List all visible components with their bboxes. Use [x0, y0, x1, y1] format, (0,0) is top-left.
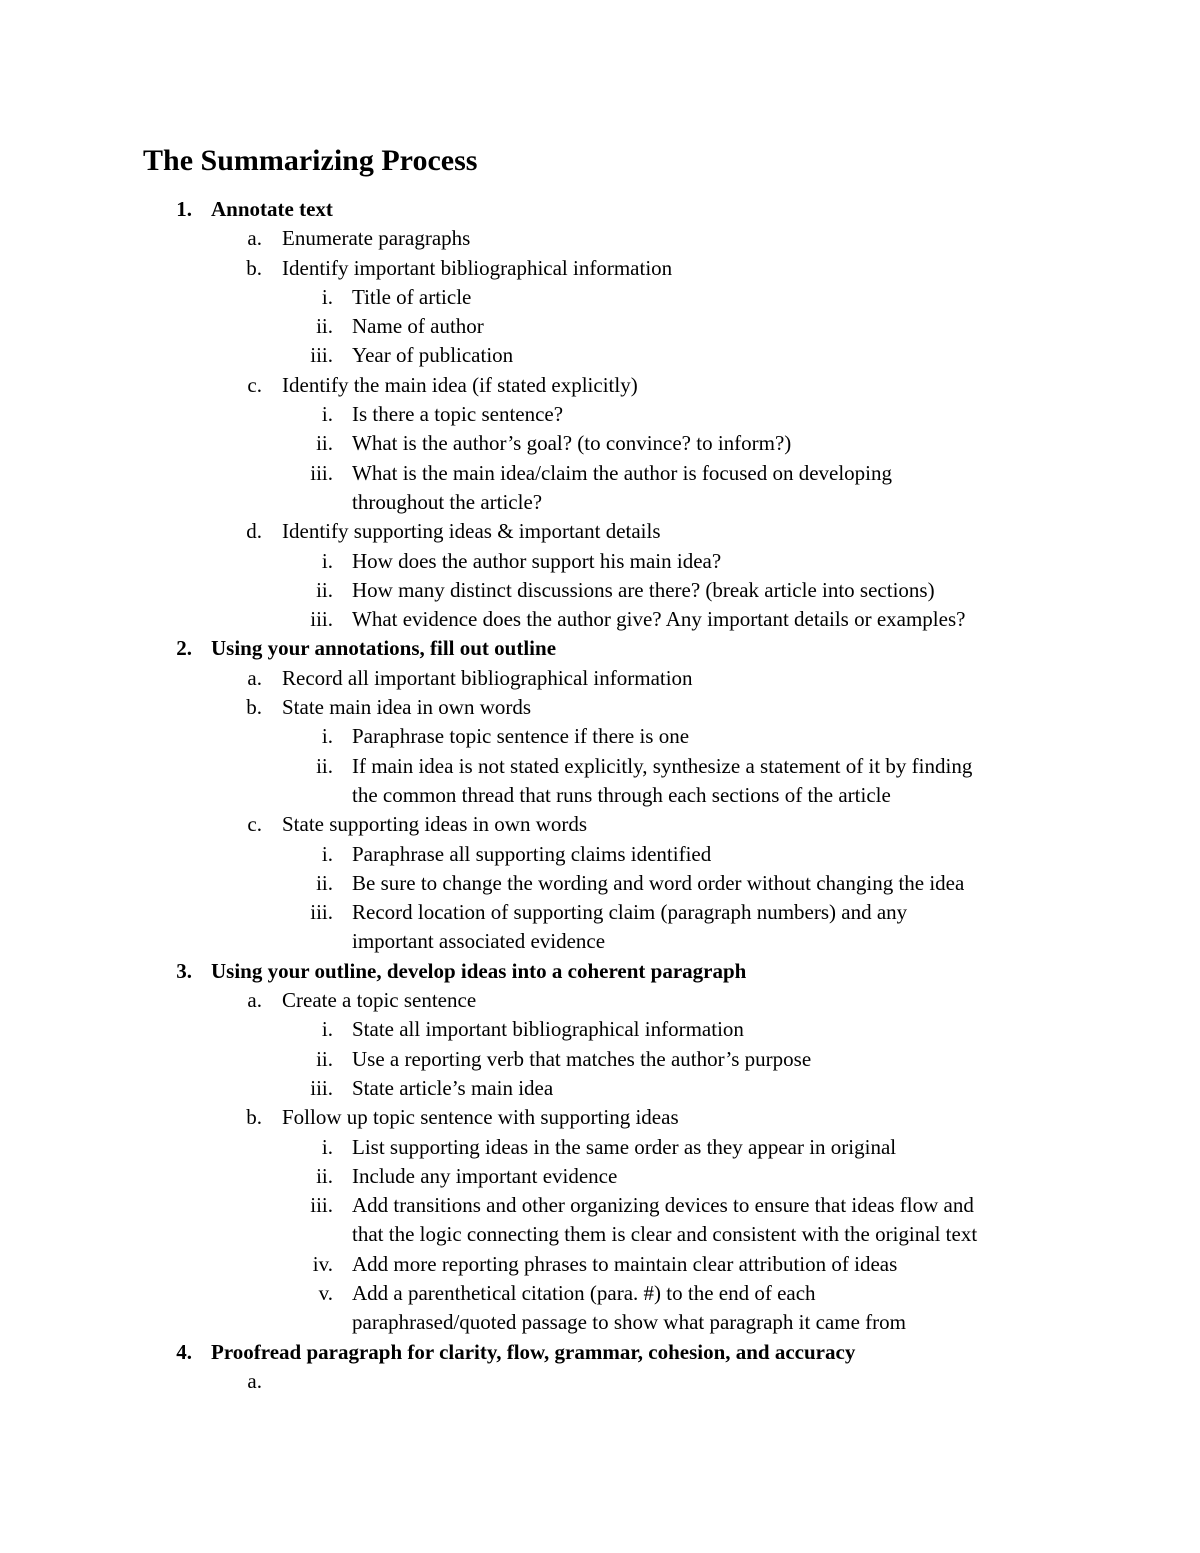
list-marker: ii. [316, 753, 333, 778]
list-marker: d. [246, 519, 262, 544]
list-item-text: Title of article [352, 284, 472, 309]
list-marker: iii. [310, 1075, 333, 1100]
outline-step [0, 634, 1200, 663]
list-marker: ii. [316, 1046, 333, 1071]
outline-subitem [0, 371, 1200, 400]
list-marker: iii. [310, 1193, 333, 1218]
outline-subitem [0, 986, 1200, 1015]
list-item-text: throughout the article? [352, 489, 543, 514]
list-item-text: Proofread paragraph for clarity, flow, grammar, cohesion, and accuracy [211, 1339, 856, 1364]
outline-subsubitem [0, 1308, 1200, 1337]
list-marker: iv. [312, 1251, 333, 1276]
outline-subsubitem [0, 605, 1200, 634]
list-marker: ii. [316, 314, 333, 339]
list-item-text: paraphrased/quoted passage to show what paragraph it came from [352, 1310, 906, 1335]
list-marker: iii. [310, 460, 333, 485]
list-marker: i. [321, 1134, 333, 1159]
list-item-text: State main idea in own words [282, 695, 532, 720]
list-item-text: Use a reporting verb that matches the author’s purpose [352, 1046, 812, 1071]
list-item-text: State article’s main idea [352, 1075, 554, 1100]
outline-subitem [0, 810, 1200, 839]
outline-step [0, 957, 1200, 986]
list-marker: b. [246, 1105, 262, 1130]
outline-subsubitem [0, 1015, 1200, 1044]
list-marker: ii. [316, 577, 333, 602]
list-item-text: If main idea is not stated explicitly, synthesize a statement of it by finding [352, 753, 973, 778]
list-item-text: How many distinct discussions are there? (break article into sections) [352, 577, 935, 602]
list-marker: b. [246, 255, 262, 280]
outline-subitem [0, 1367, 1200, 1396]
outline-subsubitem [0, 429, 1200, 458]
list-item-text: Is there a topic sentence? [352, 402, 564, 427]
list-item-text: What is the main idea/claim the author is focused on developing [352, 460, 893, 485]
list-item-text: Create a topic sentence [282, 988, 477, 1013]
list-marker: i. [321, 841, 333, 866]
list-item-text: that the logic connecting them is clear and consistent with the original text [352, 1222, 978, 1247]
list-item-text: Add transitions and other organizing devices to ensure that ideas flow and [352, 1193, 974, 1218]
list-marker: v. [318, 1280, 333, 1305]
list-item-text: Add more reporting phrases to maintain clear attribution of ideas [352, 1251, 898, 1276]
list-marker: i. [321, 548, 333, 573]
outline-subitem [0, 693, 1200, 722]
list-marker: iii. [310, 607, 333, 632]
outline-subsubitem [0, 576, 1200, 605]
outline-subsubitem [0, 840, 1200, 869]
outline-step [0, 195, 1200, 224]
outline-step [0, 1338, 1200, 1367]
outline-subsubitem [0, 1074, 1200, 1103]
list-item-text: Identify supporting ideas & important details [282, 519, 661, 544]
list-item-text: Include any important evidence [352, 1163, 618, 1188]
list-item-text: What is the author’s goal? (to convince? to inform?) [352, 431, 792, 456]
outline-subsubitem [0, 869, 1200, 898]
outline-subsubitem [0, 722, 1200, 751]
outline-subsubitem [0, 1133, 1200, 1162]
outline-subsubitem [0, 341, 1200, 370]
outline-subsubitem [0, 1162, 1200, 1191]
outline-subsubitem [0, 312, 1200, 341]
list-item-text: Identify important bibliographical information [282, 255, 673, 280]
list-item-text: List supporting ideas in the same order as they appear in original [352, 1134, 897, 1159]
outline-subitem [0, 1103, 1200, 1132]
outline-subitem [0, 254, 1200, 283]
outline-subitem [0, 664, 1200, 693]
list-item-text: Name of author [352, 314, 484, 339]
list-item-text: Year of publication [352, 343, 514, 368]
outline-subsubitem [0, 488, 1200, 517]
list-item-text: Using your outline, develop ideas into a coherent paragraph [211, 958, 747, 983]
list-item-text: Paraphrase topic sentence if there is one [352, 724, 690, 749]
outline-subsubitem [0, 898, 1200, 927]
outline-subsubitem [0, 547, 1200, 576]
list-marker: ii. [316, 1163, 333, 1188]
list-marker: c. [247, 812, 262, 837]
list-marker: iii. [310, 900, 333, 925]
list-item-text: What evidence does the author give? Any important details or examples? [352, 607, 966, 632]
list-marker: a. [247, 1368, 262, 1393]
list-item-text: important associated evidence [352, 929, 606, 954]
outline-subsubitem [0, 927, 1200, 956]
list-item-text: Record location of supporting claim (paragraph numbers) and any [352, 900, 908, 925]
outline-subsubitem [0, 1191, 1200, 1220]
outline-subsubitem [0, 400, 1200, 429]
list-item-text: Record all important bibliographical information [282, 665, 693, 690]
outline-subsubitem [0, 752, 1200, 781]
list-item-text: Using your annotations, fill out outline [211, 636, 557, 661]
outline-subsubitem [0, 1250, 1200, 1279]
list-marker: i. [321, 402, 333, 427]
list-item-text: Identify the main idea (if stated explicitly) [282, 372, 638, 397]
list-item-text: Add a parenthetical citation (para. #) to the end of each [352, 1280, 816, 1305]
outline-subitem [0, 517, 1200, 546]
list-marker: iii. [310, 343, 333, 368]
list-marker: 1. [176, 197, 192, 221]
list-marker: b. [246, 695, 262, 720]
list-item-text: Enumerate paragraphs [282, 226, 471, 251]
list-marker: 3. [176, 958, 192, 983]
list-marker: ii. [316, 431, 333, 456]
list-marker: 4. [176, 1339, 192, 1364]
list-marker: a. [247, 988, 262, 1013]
list-marker: c. [247, 372, 262, 397]
list-marker: ii. [316, 870, 333, 895]
outline-subsubitem [0, 1045, 1200, 1074]
list-item-text: the common thread that runs through each sections of the article [352, 782, 891, 807]
outline-subitem [0, 224, 1200, 253]
list-item-text: Be sure to change the wording and word order without changing the idea [352, 870, 965, 895]
list-marker: a. [247, 665, 262, 690]
list-marker: a. [247, 226, 262, 251]
list-marker: i. [321, 724, 333, 749]
list-marker: 2. [176, 636, 192, 661]
list-marker: i. [321, 284, 333, 309]
outline-subsubitem [0, 1279, 1200, 1308]
list-item-text: Annotate text [211, 197, 333, 221]
outline-subsubitem [0, 1220, 1200, 1249]
list-marker: i. [321, 1017, 333, 1042]
list-item-text: State all important bibliographical information [352, 1017, 744, 1042]
outline-subsubitem [0, 283, 1200, 312]
list-item-text: Follow up topic sentence with supporting ideas [282, 1105, 679, 1130]
outline-subsubitem [0, 459, 1200, 488]
page-title: The Summarizing Process [143, 144, 478, 177]
outline-list [0, 195, 1200, 1396]
list-item-text: Paraphrase all supporting claims identified [352, 841, 712, 866]
list-item-text: State supporting ideas in own words [282, 812, 588, 837]
outline-subsubitem [0, 781, 1200, 810]
list-item-text: How does the author support his main idea? [352, 548, 722, 573]
